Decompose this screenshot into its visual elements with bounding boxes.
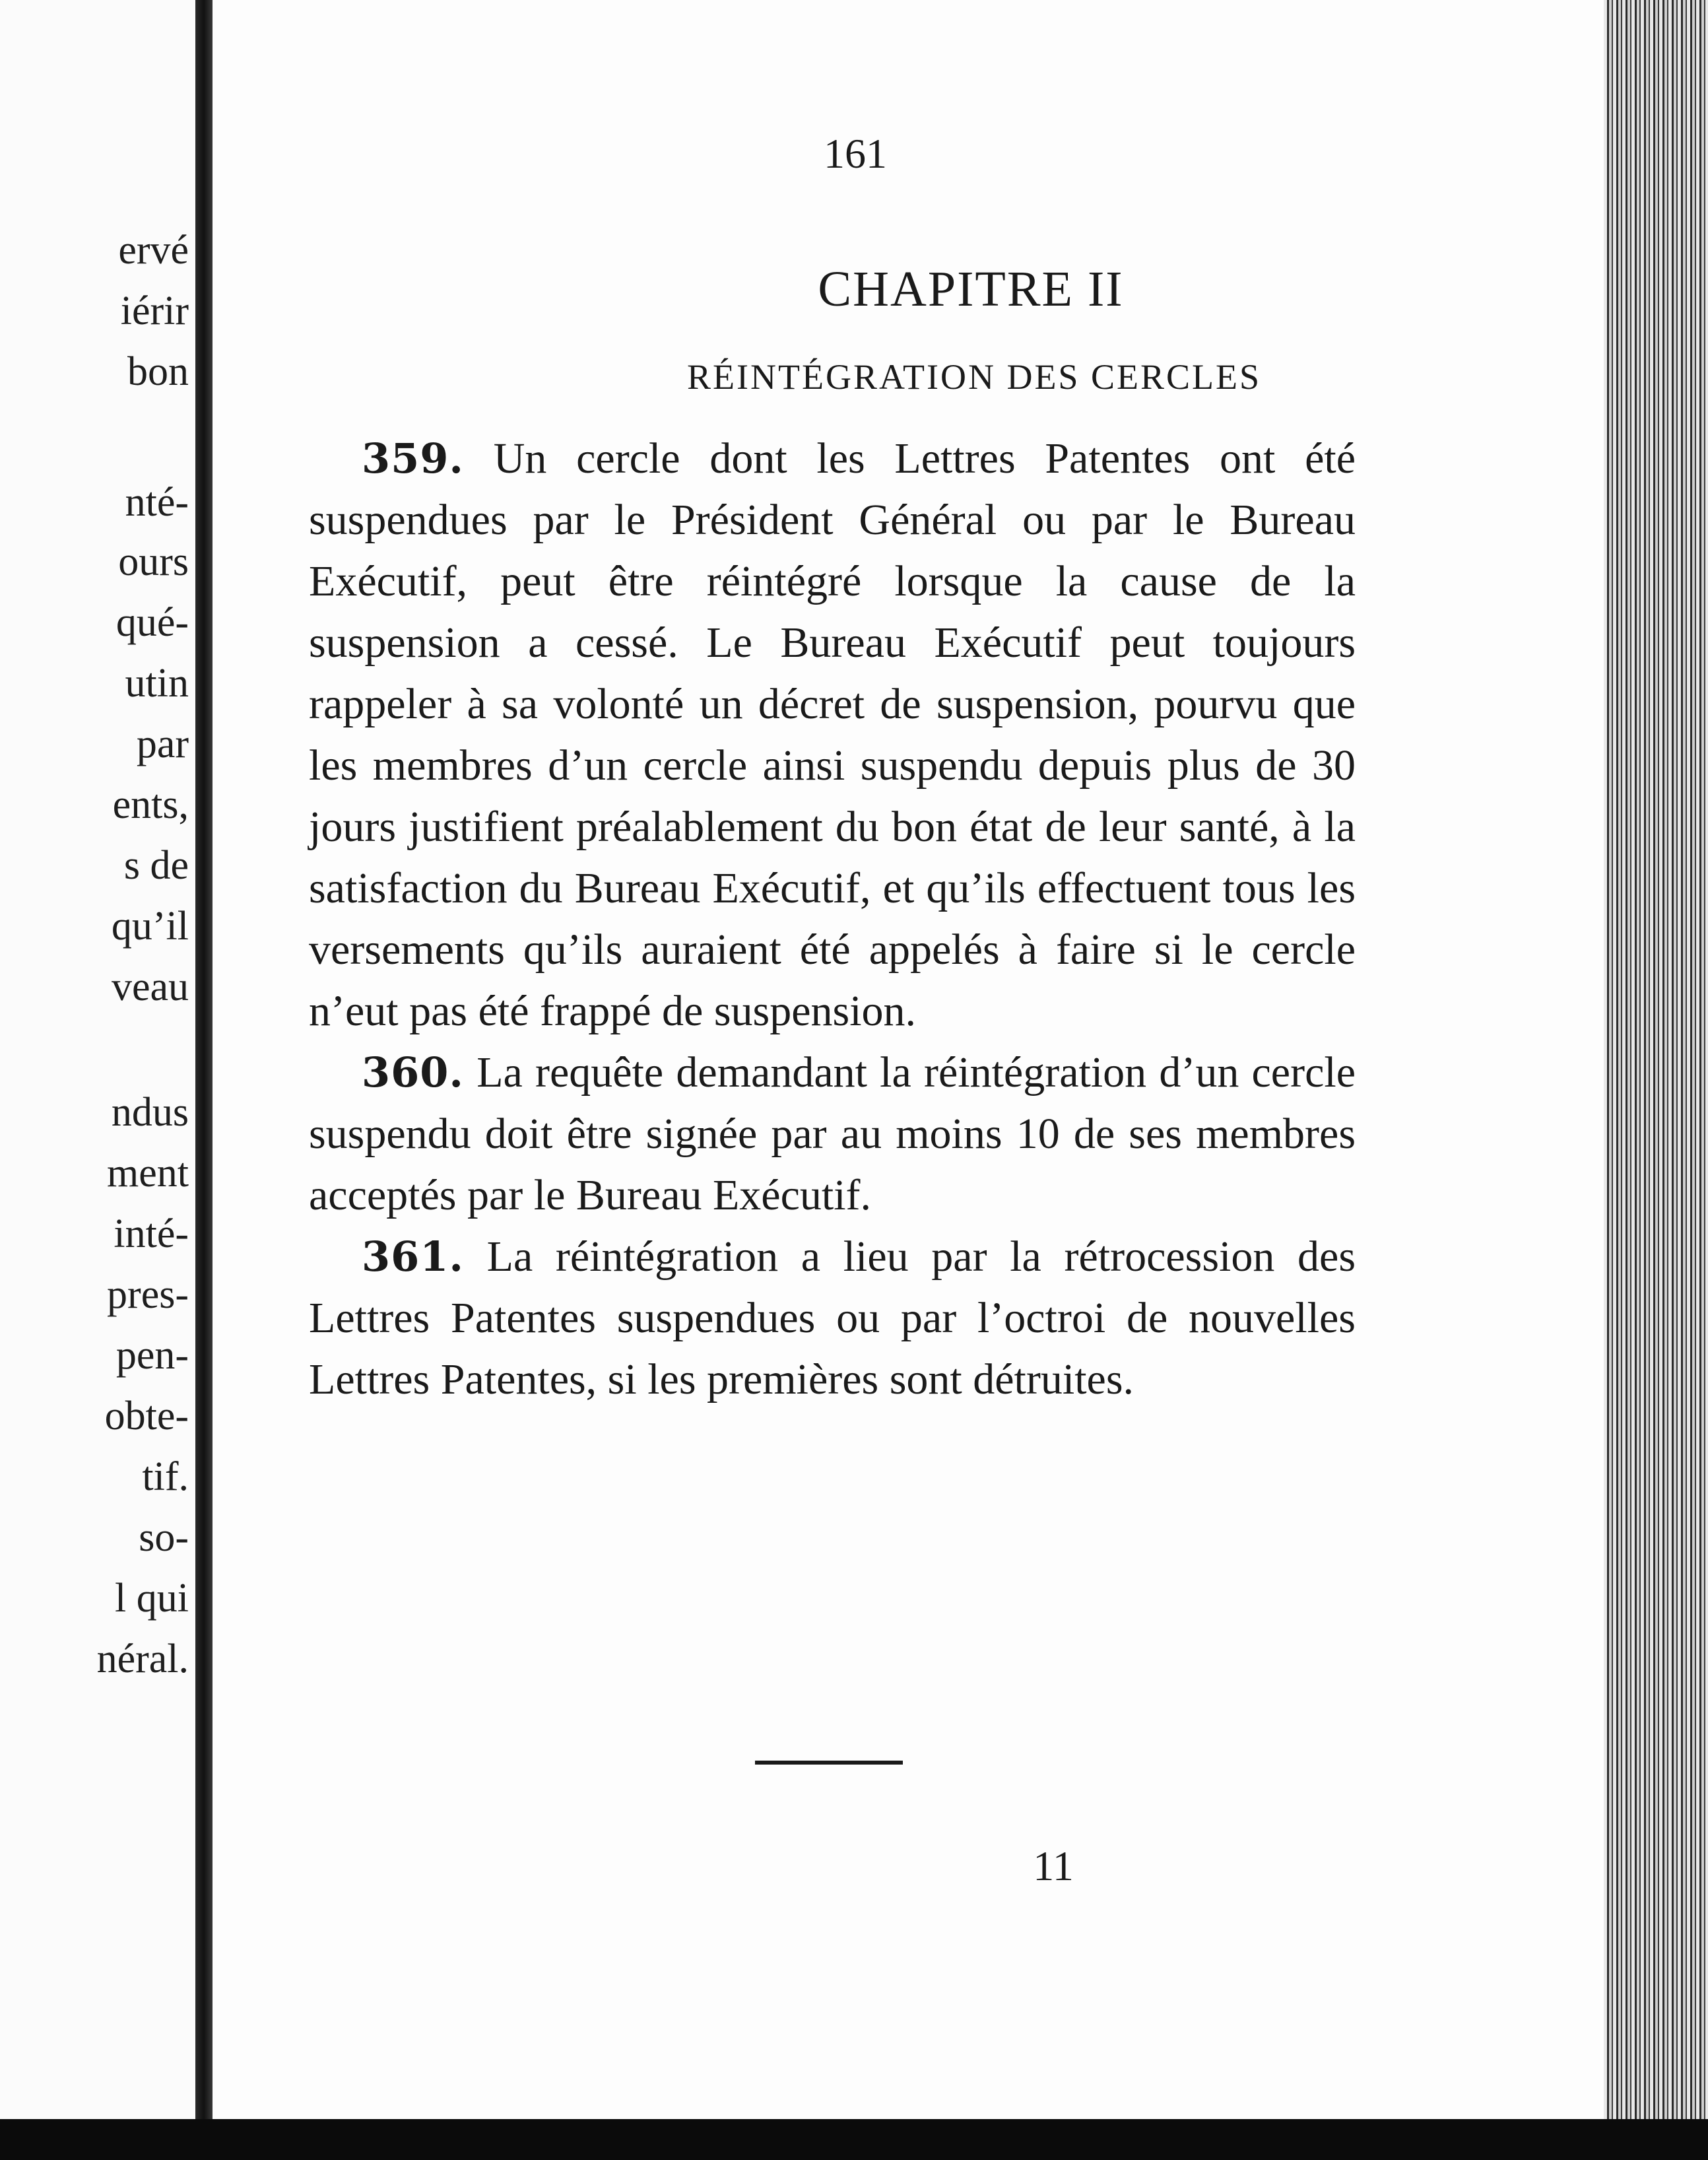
book-gutter	[195, 0, 213, 2119]
article-359	[309, 428, 1356, 1042]
article-number: 360.	[362, 1048, 465, 1097]
article-360	[309, 1042, 1356, 1226]
scan-background	[0, 2119, 1708, 2160]
article-number: 361.	[362, 1232, 465, 1281]
article-text: La réintégration a lieu par la rétrocession des Lettres Patentes suspendues ou par l’octroi de nouvelles Lettres Patentes, si les premières sont détruites.	[309, 1232, 1356, 1403]
article-text: La requête demandant la réintégration d’un cercle suspendu doit être signée par au moins 10 de ses membres acceptés par le Bureau Exécutif.	[309, 1048, 1356, 1219]
page-stack-edge	[1604, 0, 1708, 2119]
chapter-subtitle: RÉINTÉGRATION DES CERCLES	[687, 357, 1261, 397]
chapter-title: CHAPITRE II	[818, 261, 1124, 317]
right-page	[213, 0, 1604, 2119]
end-of-chapter-rule	[755, 1761, 903, 1765]
chapter-body	[309, 428, 1356, 1410]
left-facing-page: ervé iérir bon nté- ours qué- utin par ents, s de qu’il veau ndus ment inté- pres- pen- obte- tif. so- l qui néral.	[0, 0, 195, 2119]
article-number: 359.	[362, 434, 465, 483]
article-361	[309, 1226, 1356, 1410]
signature-mark: 11	[1033, 1842, 1074, 1889]
article-text: Un cercle dont les Lettres Patentes ont été suspendues par le Président Général ou par le Bureau Exécutif, peut être réintégré lorsque la cause de la suspension a cessé. Le Bureau Exécutif peut toujours rappeler à sa volonté un décret de suspension, pourvu que les membres d’un cercle ainsi suspendu depuis plus de 30 jours justifient préalablement du bon état de leur santé, à la satisfaction du Bureau Exécutif, et qu’ils effectuent tous les versements qu’ils auraient été appelés à faire si le cercle n’eut pas été frappé de suspension.	[309, 434, 1356, 1035]
page-number: 161	[824, 130, 887, 177]
